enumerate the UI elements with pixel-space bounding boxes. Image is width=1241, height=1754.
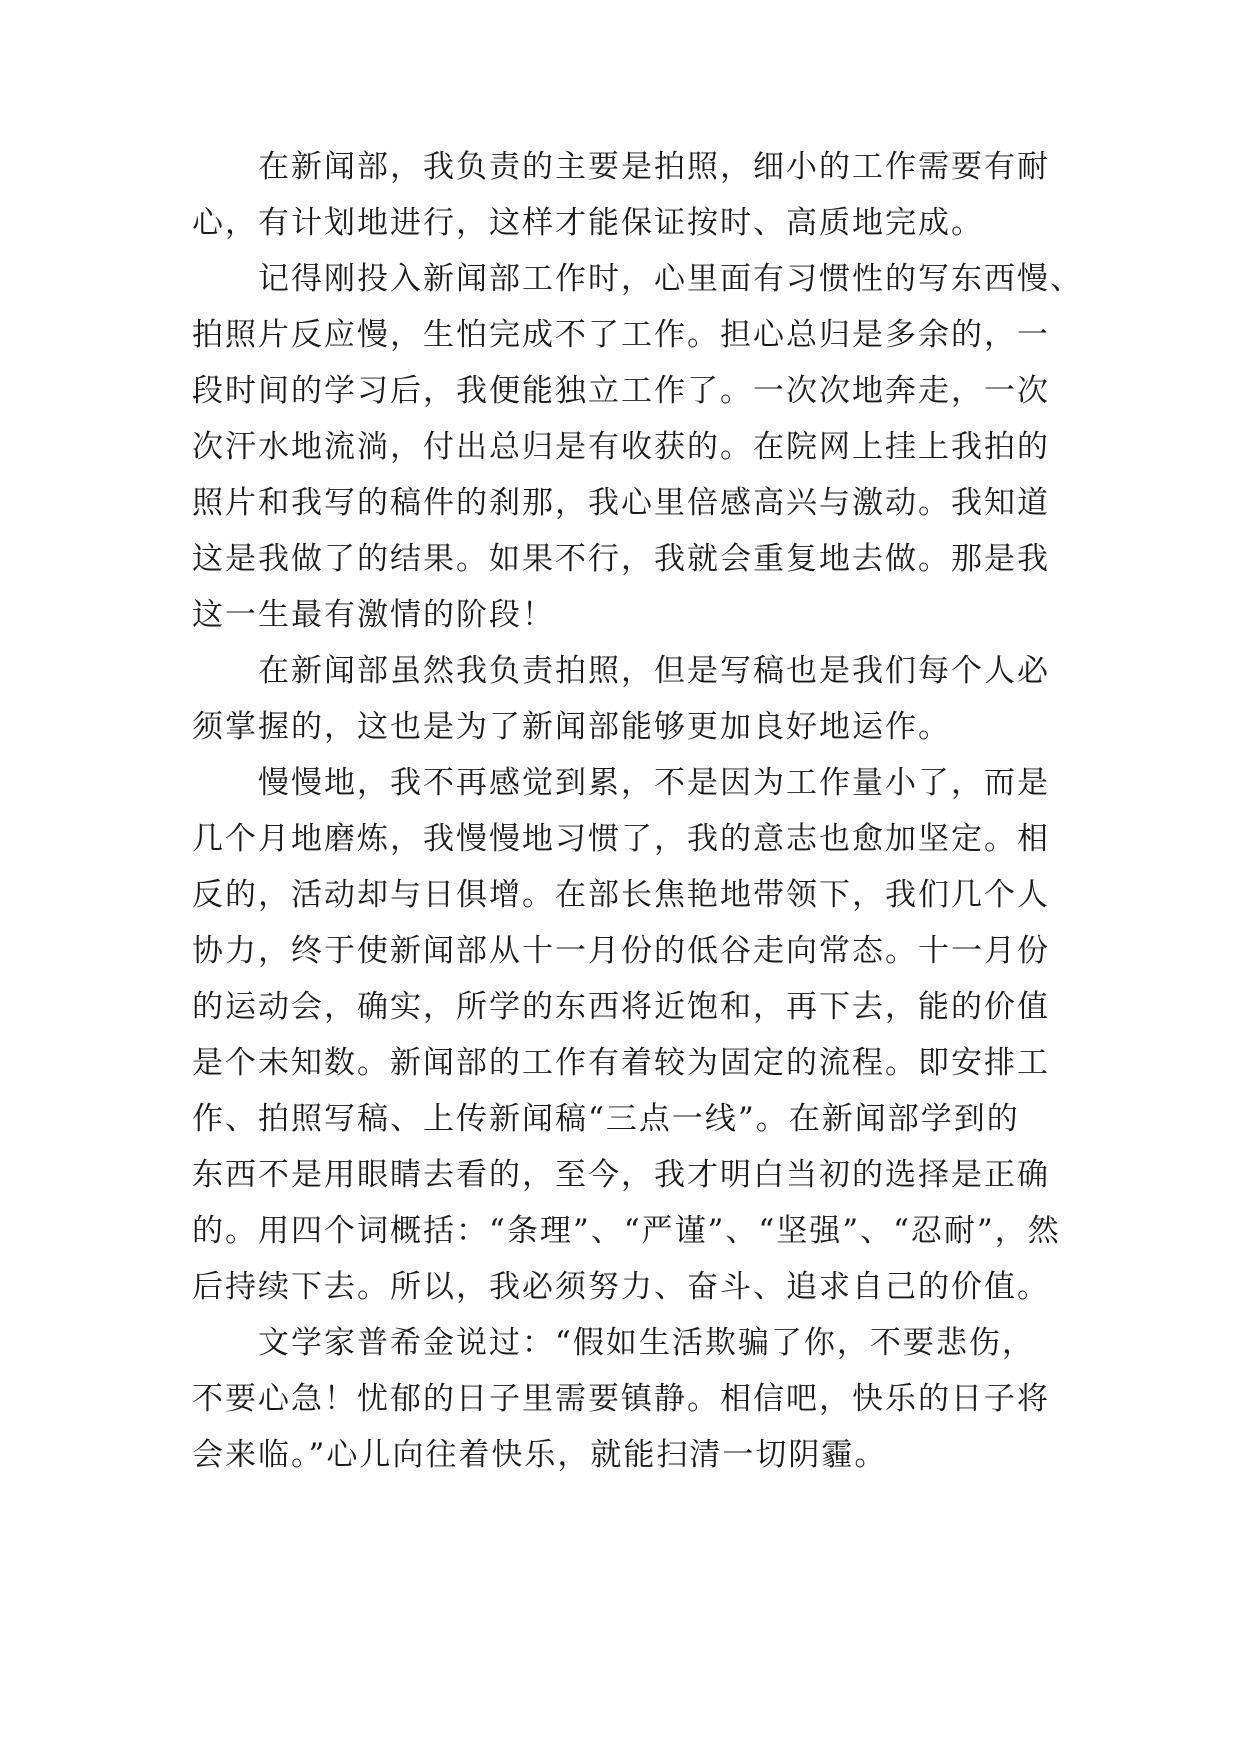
text-line: 记得刚投入新闻部工作时，心里面有习惯性的写东西慢、 bbox=[192, 261, 1083, 297]
text-line: 在新闻部虽然我负责拍照，但是写稿也是我们每个人必 bbox=[192, 653, 1050, 689]
text-line: 不要心急！忧郁的日子里需要镇静。相信吧，快乐的日子将 bbox=[192, 1381, 1050, 1417]
text-line: 次汗水地流淌，付出总归是有收获的。在院网上挂上我拍的 bbox=[192, 429, 1050, 465]
text-line: 文学家普希金说过：“假如生活欺骗了你，不要悲伤， bbox=[192, 1325, 1035, 1361]
text-line: 会来临。”心儿向往着快乐，就能扫清一切阴霾。 bbox=[192, 1437, 888, 1473]
text-line: 照片和我写的稿件的刹那，我心里倍感高兴与激动。我知道 bbox=[192, 485, 1050, 521]
text-line: 东西不是用眼睛去看的，至今，我才明白当初的选择是正确 bbox=[192, 1157, 1050, 1193]
text-line: 作、拍照写稿、上传新闻稿“三点一线”。在新闻部学到的 bbox=[192, 1101, 1020, 1137]
text-line: 这是我做了的结果。如果不行，我就会重复地去做。那是我 bbox=[192, 541, 1050, 577]
text-line: 这一生最有激情的阶段！ bbox=[192, 597, 555, 633]
text-line: 的运动会，确实，所学的东西将近饱和，再下去，能的价值 bbox=[192, 989, 1050, 1025]
text-line: 段时间的学习后，我便能独立工作了。一次次地奔走，一次 bbox=[192, 373, 1050, 409]
text-line: 拍照片反应慢，生怕完成不了工作。担心总归是多余的，一 bbox=[192, 317, 1050, 353]
text-line: 后持续下去。所以，我必须努力、奋斗、追求自己的价值。 bbox=[192, 1269, 1050, 1305]
text-line: 协力，终于使新闻部从十一月份的低谷走向常态。十一月份 bbox=[192, 933, 1050, 969]
text-line: 慢慢地，我不再感觉到累，不是因为工作量小了，而是 bbox=[192, 765, 1050, 801]
text-line: 几个月地磨炼，我慢慢地习惯了，我的意志也愈加坚定。相 bbox=[192, 821, 1050, 857]
text-line: 须掌握的，这也是为了新闻部能够更加良好地运作。 bbox=[192, 709, 951, 745]
text-line: 反的，活动却与日俱增。在部长焦艳地带领下，我们几个人 bbox=[192, 877, 1050, 913]
text-line: 在新闻部，我负责的主要是拍照，细小的工作需要有耐 bbox=[192, 149, 1050, 185]
text-line: 心，有计划地进行，这样才能保证按时、高质地完成。 bbox=[192, 205, 984, 241]
text-line: 是个未知数。新闻部的工作有着较为固定的流程。即安排工 bbox=[192, 1045, 1050, 1081]
text-line: 的。用四个词概括：“条理”、“严谨”、“坚强”、“忍耐”，然 bbox=[192, 1213, 1061, 1249]
